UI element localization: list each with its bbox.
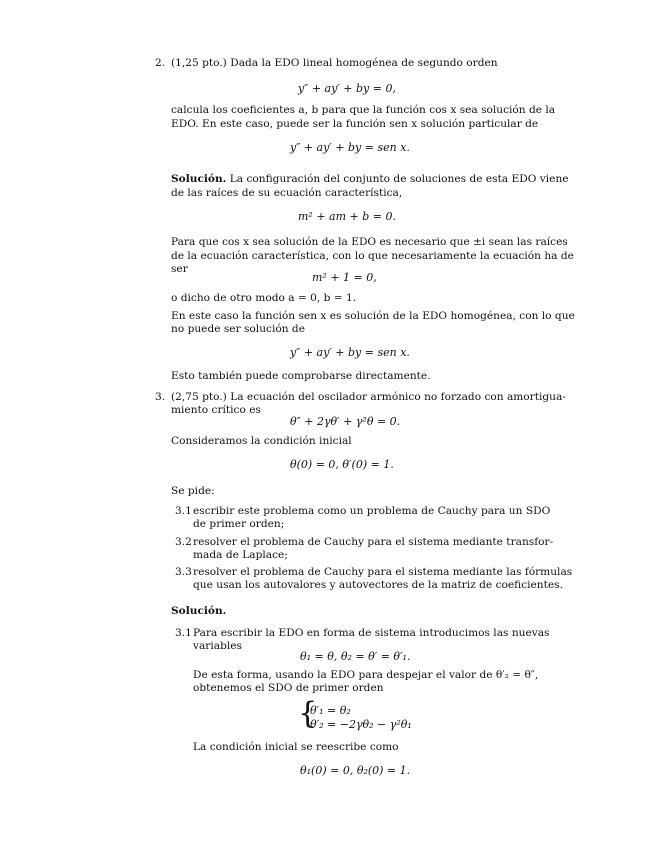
system-equation-1: θ′₁ = θ₂ — [310, 704, 351, 717]
solution-label: Solución. — [171, 605, 227, 617]
list-item-line: que usan los autovalores y autovectores de la matriz de coeficientes. — [193, 579, 563, 591]
problem-3-points: (2,75 pto.) — [171, 391, 227, 403]
problem-3-text-line: miento crítico es — [171, 404, 261, 416]
list-item-line: resolver el problema de Cauchy para el sistema mediante las fórmulas — [193, 566, 573, 578]
list-item-number: 3.1 — [175, 505, 192, 517]
solution-3-text-line: obtenemos el SDO de primer orden — [193, 682, 384, 694]
solution-2-text-line: no puede ser solución de — [171, 323, 305, 335]
problem-3-text-line: Se pide: — [171, 485, 215, 497]
solution-2-text-line: de las raíces de su ecuación característica, — [171, 187, 403, 199]
solution-3-text-line: variables — [193, 640, 242, 652]
system-equation-2: θ′₂ = −2γθ₂ − γ²θ₁ — [310, 718, 412, 731]
problem-2-statement: Dada la EDO lineal homogénea de segundo orden — [230, 57, 498, 69]
solution-2-text-line: En este caso la función sen x es solución de la EDO homogénea, con lo que — [171, 310, 575, 322]
solution-3-text-line: Para escribir la EDO en forma de sistema introducimos las nuevas — [193, 627, 550, 639]
list-item-line: resolver el problema de Cauchy para el sistema mediante transfor- — [193, 536, 554, 548]
list-item-number: 3.3 — [175, 566, 192, 578]
solution-2-text-line: de la ecuación característica, con lo que necesariamente la ecuación ha de — [171, 250, 574, 262]
equation-nonhomogeneous: y″ + ay′ + by = sen x. — [290, 141, 410, 154]
list-item-line: escribir este problema como un problema de Cauchy para un SDO — [193, 505, 551, 517]
equation-new-variables: θ₁ = θ, θ₂ = θ′ = θ′₁. — [300, 650, 411, 663]
solution-text: La configuración del conjunto de soluciones de esta EDO viene — [229, 173, 569, 185]
solution-2-text-line: Para que cos x sea solución de la EDO es necesario que ±i sean las raíces — [171, 236, 568, 248]
equation-characteristic: m² + am + b = 0. — [298, 210, 396, 223]
list-item-number: 3.2 — [175, 536, 192, 548]
problem-2-number: 2. — [155, 57, 166, 69]
solution-2-text-line: ser — [171, 263, 188, 275]
problem-3-statement: La ecuación del oscilador armónico no forzado con amortigua- — [230, 391, 566, 403]
equation-system-initial-condition: θ₁(0) = 0, θ₂(0) = 1. — [300, 764, 411, 777]
system-brace: { — [298, 696, 318, 731]
problem-2-header — [171, 57, 498, 70]
equation-nonhomogeneous-repeat: y″ + ay′ + by = sen x. — [290, 346, 410, 359]
solution-2-text-line: o dicho de otro modo a = 0, b = 1. — [171, 292, 357, 304]
equation-characteristic-specific: m² + 1 = 0, — [312, 271, 377, 284]
problem-2-text-line: EDO. En este caso, puede ser la función sen x solución particular de — [171, 118, 539, 130]
list-item-line: de primer orden; — [193, 518, 285, 530]
solution-3-text-line: La condición inicial se reescribe como — [193, 741, 399, 753]
solution-label: Solución. — [171, 173, 227, 185]
problem-3-header — [171, 391, 566, 404]
equation-oscillator: θ″ + 2γθ′ + γ²θ = 0. — [290, 415, 401, 428]
problem-3-number: 3. — [155, 391, 166, 403]
list-item-line: mada de Laplace; — [193, 549, 288, 561]
solution-2-text-line: Esto también puede comprobarse directamente. — [171, 370, 431, 382]
problem-2-text-line: calcula los coeficientes a, b para que la función cos x sea solución de la — [171, 104, 556, 116]
problem-2-points: (1,25 pto.) — [171, 57, 227, 69]
solution-2-line — [171, 173, 569, 186]
equation-initial-condition: θ(0) = 0, θ′(0) = 1. — [290, 458, 394, 471]
problem-3-text-line: Consideramos la condición inicial — [171, 435, 352, 447]
solution-3-text-line: De esta forma, usando la EDO para despejar el valor de θ′₂ = θ″, — [193, 669, 539, 681]
solution-item-number: 3.1 — [175, 627, 192, 639]
equation-homogeneous: y″ + ay′ + by = 0, — [298, 82, 396, 95]
